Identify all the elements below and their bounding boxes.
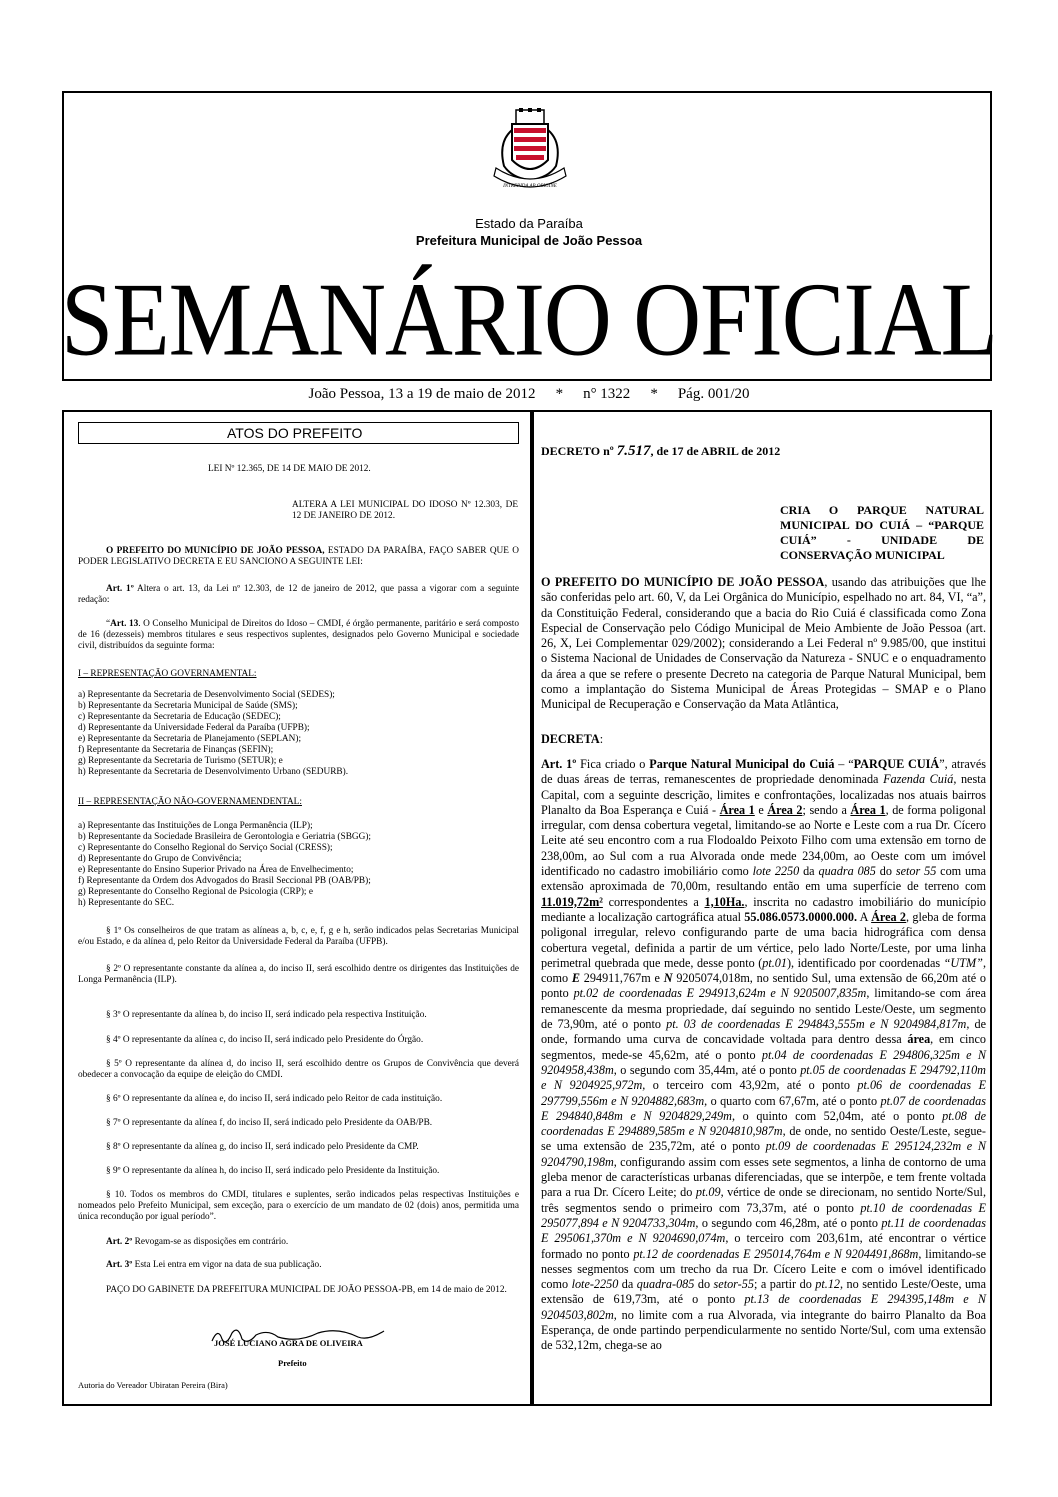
closing-text: PAÇO DO GABINETE DA PREFEITURA MUNICIPAL DE JOÃO PESSOA-PB, em 14 de maio de 2012. bbox=[106, 1285, 507, 1295]
paragraph-10: § 10. Todos os membros do CMDI, titulares e suplentes, serão indicados pelas respectivas Instituições e nomeados pelo Prefeito Municipal, sem exceção, para o exercício de um mandato de 02 (dois) anos, permitida uma única recondução por igual período”. bbox=[78, 1190, 519, 1222]
list-item: d) Representante da Universidade Federal da Paraíba (UFPB); bbox=[78, 723, 310, 733]
issue-number: n° 1322 bbox=[583, 386, 631, 402]
paragraph-8: § 8º O representante da alínea g, do inciso II, será indicado pelo Presidente da CMP. bbox=[106, 1142, 419, 1152]
state-name: Estado da Paraíba bbox=[475, 216, 583, 231]
law-title: LEI Nº 12.365, DE 14 DE MAIO DE 2012. bbox=[208, 464, 371, 474]
page-number: Pág. 001/20 bbox=[677, 386, 750, 402]
paragraph-7: § 7º O representante da alínea f, do inciso II, será indicado pelo Presidente da OAB/PB. bbox=[106, 1118, 433, 1128]
list-item: h) Representante da Secretaria de Desenvolvimento Urbano (SEDURB). bbox=[78, 767, 349, 777]
paragraph-4: § 4º O representante da alínea c, do inciso II, será indicado pelo Presidente do Órgão. bbox=[106, 1035, 424, 1045]
gov-title: I – REPRESENTAÇÃO GOVERNAMENTAL: bbox=[78, 669, 257, 679]
nongov-list bbox=[78, 821, 519, 909]
nongov-title: II – REPRESENTAÇÃO NÃO-GOVERNAMENDENTAL: bbox=[78, 797, 302, 807]
gov-list bbox=[78, 690, 519, 778]
decree-art1: Art. 1º Fica criado o Parque Natural Municipal do Cuiá – “PARQUE CUIÁ”, através de duas áreas de terras, remanescentes de propriedade denominada Fazenda Cuiá, nesta Capital, com a seguinte descrição, limites e confrontações, localizadas nos atuais bairros Planalto da Boa Esperança e Cuiá - Área 1 e Área 2; sendo a Área 1, de forma poligonal irregular, com densa cobertura vegetal, limitando-se ao Norte e Leste com a rua Dr. Cícero Leite até seu encontro com a rua Flodoaldo Peixoto Filho com uma extensão em torno de 238,00m, ao Sul com a rua Alvorada onde mede 234,00m, ao Oeste com um imóvel identificado no cadastro imobiliário como lote 2250 da quadra 085 do setor 55 com uma extensão aproximada de 70,00m, resultando então em uma superfície de terreno com 11.019,72m² correspondentes a 1,10Ha., inscrita no cadastro imobiliário do município mediante a localização cartográfica atual 55.086.0573.0000.000. A Área 2, gleba de forma poligonal irregular, relevo configurando parte de uma bacia hidrográfica com densa cobertura vegetal, definida a partir de um vértice, pelo lado Norte/Leste, por uma linha perimetral quebrada que mede, desse ponto (pt.01), identificado por coordenadas “UTM”, como E 294911,767m e N 9205074,018m, no sentido Sul, uma extensão de 66,20m até o ponto pt.02 de coordenadas E 294913,624m e N 9205007,835m, limitando-se com área remanescente da mesma propriedade, daí seguindo no sentido Leste/Oeste, um segmento de 73,90m, até o ponto pt. 03 de coordenadas E 294843,555m e N 9204984,817m, de onde, formando uma curva de concavidade voltada para dentro dessa área, em cinco segmentos, mede-se 45,62m, até o ponto pt.04 de coordenadas E 294806,325m e N 9204958,438m, o segundo com 35,44m, até o ponto pt.05 de coordenadas E 294792,110m e N 9204925,972m, o terceiro com 43,92m, até o ponto pt.06 de coordenadas E 297799,556m e N 9204882,683m, o quarto com 67,67m, até o ponto pt.07 de coordenadas E 294840,848m e N 9204829,249m, o quinto com 52,04m, até o ponto pt.08 de coordenadas E 294889,585m e N 9204810,987m, de onde, no sentido Oeste/Leste, segue-se uma extensão de 235,72m, até o ponto pt.09 de coordenadas E 295124,232m e N 9204790,198m, configurando assim com esses sete segmentos, a linha de contorno de uma gleba menor de características urbanas diferenciadas, que se interpõe, e tem frente voltada para a rua Dr. Cícero Leite; do pt.09, vértice de onde se direcionam, no sentido Norte/Sul, três segmentos sendo o primeiro com 73,37m, até o ponto pt.10 de coordenadas E 295077,894 e N 9204733,304m, o segundo com 46,28m, até o ponto pt.11 de coordenadas E 295061,370m e N 9204690,074m, o terceiro com 203,61m, até encontrar o vértice formado no ponto pt.12 de coordenadas E 295014,764m e N 9204491,868m, limitando-se nesses segmentos com um trecho da rua Dr. Cícero Leite e com o imóvel identificado como lote-2250 da quadra-085 do setor-55; a partir do pt.12, no sentido Leste/Oeste, uma extensão de 619,73m, até o ponto pt.13 de coordenadas E 294395,148m e N 9204503,802m, no limite com a rua Alvorada, via integrante do bairro Planalto da Boa Esperança, de onde partindo perpendicularmente no sentido Norte/Sul, com uma extensão de 532,12m, chega-se ao bbox=[541, 757, 987, 1353]
crest-motto: INTREPIDA AB ORIGINE bbox=[503, 184, 557, 189]
list-item: f) Representante da Secretaria de Finanças (SEFIN); bbox=[78, 745, 274, 755]
issue-line bbox=[0, 386, 1058, 403]
signer-role: Prefeito bbox=[278, 1358, 307, 1368]
law-art1: Art. 1º Altera o art. 13, da Lei nº 12.303, de 12 de janeiro de 2012, que passa a vigorar com a seguinte redação: bbox=[78, 584, 519, 605]
decree-title: DECRETO nº 7.517, de 17 de ABRIL de 2012 bbox=[541, 443, 781, 459]
decree-ementa: CRIA O PARQUE NATURAL MUNICIPAL DO CUIÁ – “PARQUE CUIÁ” - UNIDADE DE CONSERVAÇÃO MUNICIPAL bbox=[780, 503, 984, 562]
list-item: c) Representante do Conselho Regional do Serviço Social (CRESS); bbox=[78, 843, 333, 853]
decreta: DECRETA: bbox=[541, 732, 604, 746]
decree-preamble: O PREFEITO DO MUNICÍPIO DE JOÃO PESSOA, usando das atribuições que lhe são conferidas pelo art. 60, V, da Lei Orgânica do Município, espelhado no art. 84, VI, “a”, da Constituição Federal, considerando que a bacia do Rio Cuiá é classificada como Zona Especial de Conservação pelo Código Municipal de Meio Ambiente de João Pessoa (art. 26, X, Lei Complementar 029/2002); considerando a Lei Federal nº 9.985/00, que institui o Sistema Nacional de Unidades de Conservação da Natureza - SNUC e o enquadramento da área a que se refere o presente Decreto na categoria de Parque Natural Municipal, bem como a implantação do Sistema Municipal de Áreas Protegidas – SMAP e o Plano Municipal de Recuperação e Conservação da Mata Atlântica, bbox=[541, 575, 986, 712]
list-item: f) Representante da Ordem dos Advogados do Brasil Seccional PB (OAB/PB); bbox=[78, 876, 371, 886]
list-item: d) Representante do Grupo de Convivência; bbox=[78, 854, 242, 864]
paragraph-2: § 2º O representante constante da alínea a, do inciso II, será escolhido dentre os dirigentes das Instituições de Longa Permanência (ILP). bbox=[78, 964, 519, 985]
paragraph-6: § 6º O representante da alínea e, do inciso II, será indicado pelo Reitor de cada instituição. bbox=[106, 1094, 443, 1104]
list-item: e) Representante da Secretaria de Planejamento (SEPLAN); bbox=[78, 734, 302, 744]
law-preamble: O PREFEITO DO MUNICÍPIO DE JOÃO PESSOA, ESTADO DA PARAÍBA, FAÇO SABER QUE O PODER LEGISLATIVO DECRETA E EU SANCIONO A SEGUINTE LEI: bbox=[78, 546, 520, 567]
law-ementa: ALTERA A LEI MUNICIPAL DO IDOSO Nº 12.303, DE 12 DE JANEIRO DE 2012. bbox=[292, 500, 518, 521]
list-item: g) Representante da Secretaria de Turismo (SETUR); e bbox=[78, 756, 283, 766]
separator: * bbox=[650, 386, 658, 402]
paragraph-3: § 3º O representante da alínea b, do inciso II, será indicado pela respectiva Instituição. bbox=[106, 1010, 427, 1020]
list-item: h) Representante do SEC. bbox=[78, 898, 175, 908]
list-item: a) Representante da Secretaria de Desenvolvimento Social (SEDES); bbox=[78, 690, 335, 700]
paragraph-9: § 9º O representante da alínea h, do inciso II, será indicado pelo Presidente da Instituição. bbox=[106, 1166, 440, 1176]
paragraph-5: § 5º O representante da alínea d, do inciso II, será escolhido dentre os Grupos de Convivência que deverá obedecer a convocação da equipe de eleição do CMDI. bbox=[78, 1059, 519, 1080]
prefeitura-name: Prefeitura Municipal de João Pessoa bbox=[415, 233, 643, 248]
issue-date: João Pessoa, 13 a 19 de maio de 2012 bbox=[308, 386, 536, 402]
list-item: e) Representante do Ensino Superior Privado na Área de Envelhecimento; bbox=[78, 865, 354, 875]
list-item: b) Representante da Secretaria Municipal de Saúde (SMS); bbox=[78, 701, 298, 711]
law-art3: Art. 3º Esta Lei entra em vigor na data de sua publicação. bbox=[106, 1260, 322, 1270]
list-item: b) Representante da Sociedade Brasileira de Gerontologia e Geriatria (SBGG); bbox=[78, 832, 372, 842]
masthead-title: SEMANÁRIO OFICIAL bbox=[60, 261, 998, 379]
section-title: ATOS DO PREFEITO bbox=[78, 422, 519, 444]
list-item: g) Representante do Conselho Regional de Psicologia (CRP); e bbox=[78, 887, 313, 897]
signer-name: JOSÉ LUCIANO AGRA DE OLIVEIRA bbox=[214, 1338, 363, 1348]
authorship: Autoria do Vereador Ubiratan Pereira (Bira) bbox=[78, 1380, 228, 1390]
law-art13: “Art. 13. O Conselho Municipal de Direitos do Idoso – CMDI, é órgão permanente, paritário e será composto de 16 (dezesseis) membros titulares e seus respectivos suplentes, designados pelo Governo Municipal e sociedade civil, distribuídos da seguinte forma: bbox=[78, 619, 519, 651]
list-item: a) Representante das Instituições de Longa Permanência (ILP); bbox=[78, 821, 313, 831]
list-item: c) Representante da Secretaria de Educação (SEDEC); bbox=[78, 712, 281, 722]
paragraph-1: § 1º Os conselheiros de que tratam as alíneas a, b, c, e, f, g e h, serão indicados pelas Secretarias Municipal e/ou Estado, e da alínea d, pelo Reitor da Universidade Federal da Paraíba (UFPB). bbox=[78, 926, 519, 947]
separator: * bbox=[555, 386, 564, 402]
law-art2: Art. 2º Revogam-se as disposições em contrário. bbox=[106, 1237, 289, 1247]
